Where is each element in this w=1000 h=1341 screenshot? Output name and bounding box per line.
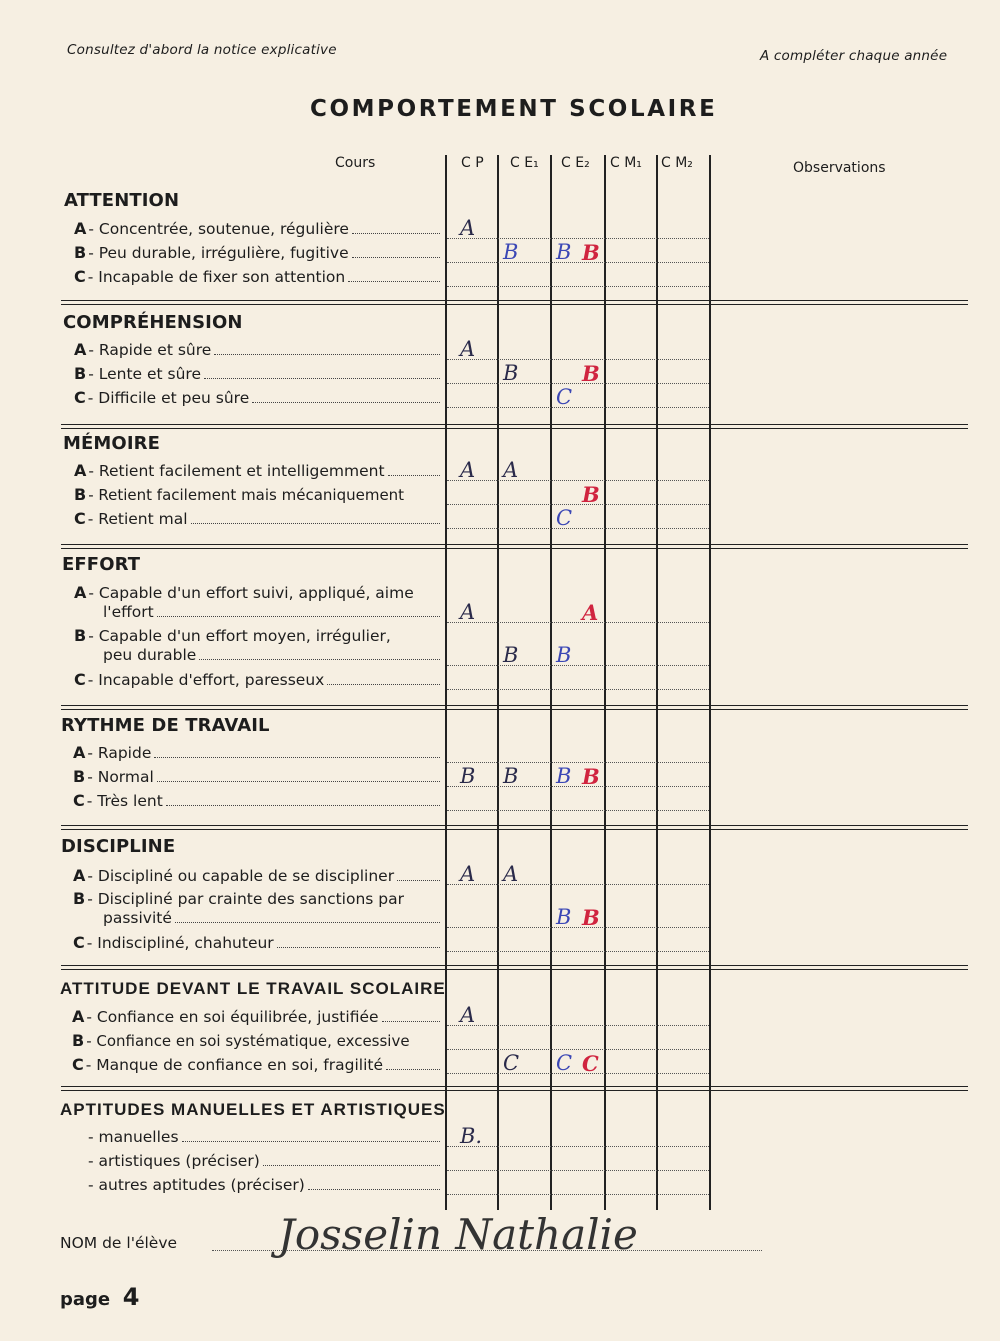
grade-row-line <box>447 786 709 787</box>
grade-mark: B <box>556 905 572 929</box>
section-separator <box>61 825 968 830</box>
criterion-row: C - Retient mal <box>74 509 444 528</box>
section-separator <box>61 705 968 710</box>
grade-mark: B <box>582 482 600 507</box>
section-title-effort: EFFORT <box>62 554 141 575</box>
grade-mark: C <box>556 1051 573 1075</box>
grade-row-line <box>447 1049 709 1050</box>
grade-mark: C <box>556 506 573 530</box>
criterion-row-continued: passivité <box>103 909 444 927</box>
criterion-row: A - Retient facilement et intelligemment <box>74 461 444 480</box>
grade-row-line <box>447 927 709 928</box>
section-separator <box>61 544 968 549</box>
section-separator <box>61 965 968 970</box>
grade-mark: C <box>503 1051 520 1075</box>
grade-row-line <box>447 884 709 885</box>
section-separator <box>61 424 968 429</box>
grade-mark: A <box>582 600 599 625</box>
grid-line-ce1-left <box>497 155 499 1210</box>
page-title: COMPORTEMENT SCOLAIRE <box>310 96 718 122</box>
grade-row-line <box>447 1146 709 1147</box>
yearly-instruction: A compléter chaque année <box>760 48 948 64</box>
grade-mark: A <box>460 337 476 361</box>
column-header-observations: Observations <box>793 160 886 176</box>
section-title-comprehension: COMPRÉHENSION <box>63 312 243 333</box>
grade-mark: A <box>460 458 476 482</box>
grade-row-line <box>447 383 709 384</box>
grade-row-line <box>447 665 709 666</box>
grade-mark: A <box>503 458 519 482</box>
criterion-row: B - Retient facilement mais mécaniquement <box>74 485 405 504</box>
criterion-row: A - Confiance en soi équilibrée, justifiée <box>72 1007 444 1026</box>
grade-row-line <box>447 810 709 811</box>
grade-mark: B <box>556 643 572 667</box>
criterion-row: C - Incapable d'effort, paresseux <box>74 670 444 689</box>
criterion-row: B - Lente et sûre <box>74 364 444 383</box>
grade-row-line <box>447 622 709 623</box>
grade-row-line <box>447 951 709 952</box>
grade-mark: C <box>556 385 573 409</box>
grade-mark: B <box>556 240 572 264</box>
section-title-aptitudes: APTITUDES MANUELLES ET ARTISTIQUES <box>60 1100 446 1119</box>
grade-row-line <box>447 407 709 408</box>
criterion-row: A - Discipliné ou capable de se discipliner <box>73 866 444 885</box>
grade-mark: B <box>582 905 600 930</box>
grade-mark: A <box>460 600 476 624</box>
grade-row-line <box>447 359 709 360</box>
criterion-row: B - Peu durable, irrégulière, fugitive <box>74 243 444 262</box>
section-separator <box>61 300 968 305</box>
criterion-row: A - Rapide <box>73 743 444 762</box>
grade-row-line <box>447 1170 709 1171</box>
criterion-row: C - Manque de confiance en soi, fragilité <box>72 1055 444 1074</box>
criterion-row: C - Indiscipliné, chahuteur <box>73 933 444 952</box>
grade-row-line <box>447 238 709 239</box>
section-title-attention: ATTENTION <box>64 190 180 211</box>
grade-mark: B. <box>460 1124 483 1148</box>
criterion-row: B - Normal <box>73 767 444 786</box>
grade-row-line <box>447 480 709 481</box>
section-title-discipline: DISCIPLINE <box>61 836 176 857</box>
grade-row-line <box>447 689 709 690</box>
grade-mark: A <box>460 862 476 886</box>
column-header-cm1: C M₁ <box>610 155 642 171</box>
grade-mark: B <box>503 240 519 264</box>
grid-line-cm2-right <box>709 155 711 1210</box>
grade-mark: B <box>460 764 476 788</box>
column-header-ce1: C E₁ <box>510 155 539 171</box>
criterion-row: C - Très lent <box>73 791 444 810</box>
page-label: page 4 <box>60 1283 140 1311</box>
criterion-row: - manuelles <box>88 1128 444 1146</box>
grade-mark: A <box>503 862 519 886</box>
grade-mark: B <box>582 240 600 265</box>
criterion-row: B - Confiance en soi systématique, excessive <box>72 1031 410 1050</box>
grade-row-line <box>447 1025 709 1026</box>
grade-row-line <box>447 762 709 763</box>
criterion-row: A - Concentrée, soutenue, régulière <box>74 219 444 238</box>
criterion-row-continued: peu durable <box>103 646 444 664</box>
student-name-handwritten: Josselin Nathalie <box>278 1210 638 1259</box>
criterion-row: - artistiques (préciser) <box>88 1152 444 1170</box>
column-header-cours: Cours <box>335 155 376 171</box>
section-title-memoire: MÉMOIRE <box>63 433 160 454</box>
grade-row-line <box>447 504 709 505</box>
grade-mark: B <box>503 643 519 667</box>
criterion-row: C - Incapable de fixer son attention <box>74 267 444 286</box>
criterion-row-continued: l'effort <box>103 603 444 621</box>
grade-row-line <box>447 262 709 263</box>
section-title-attitude: ATTITUDE DEVANT LE TRAVAIL SCOLAIRE <box>60 979 446 998</box>
grade-row-line <box>447 528 709 529</box>
column-header-cm2: C M₂ <box>661 155 693 171</box>
column-header-ce2: C E₂ <box>561 155 590 171</box>
criterion-row: B - Capable d'un effort moyen, irrégulier, <box>74 626 391 645</box>
student-name-label: NOM de l'élève <box>60 1234 178 1252</box>
notice-instruction: Consultez d'abord la notice explicative <box>67 42 337 58</box>
grade-mark: B <box>503 361 519 385</box>
grid-line-cm2-left <box>656 155 658 1210</box>
grid-line-cm1-left <box>604 155 606 1210</box>
grade-row-line <box>447 1073 709 1074</box>
grid-line-ce2-left <box>550 155 552 1210</box>
section-separator <box>61 1086 968 1091</box>
grade-mark: A <box>460 216 476 240</box>
criterion-row: A - Capable d'un effort suivi, appliqué, aime <box>74 583 414 602</box>
criterion-row: - autres aptitudes (préciser) <box>88 1176 444 1194</box>
grid-line-cp-left <box>445 155 447 1210</box>
criterion-row: C - Difficile et peu sûre <box>74 388 444 407</box>
criterion-row: A - Rapide et sûre <box>74 340 444 359</box>
section-title-rythme: RYTHME DE TRAVAIL <box>61 715 270 736</box>
column-header-cp: C P <box>461 155 484 171</box>
grade-mark: B <box>556 764 572 788</box>
criterion-row: B - Discipliné par crainte des sanctions par <box>73 889 405 908</box>
grade-row-line <box>447 1194 709 1195</box>
grade-mark: B <box>582 764 600 789</box>
grade-mark: B <box>582 361 600 386</box>
grade-mark: A <box>460 1003 476 1027</box>
grade-row-line <box>447 286 709 287</box>
grade-mark: C <box>582 1051 599 1076</box>
grade-mark: B <box>503 764 519 788</box>
